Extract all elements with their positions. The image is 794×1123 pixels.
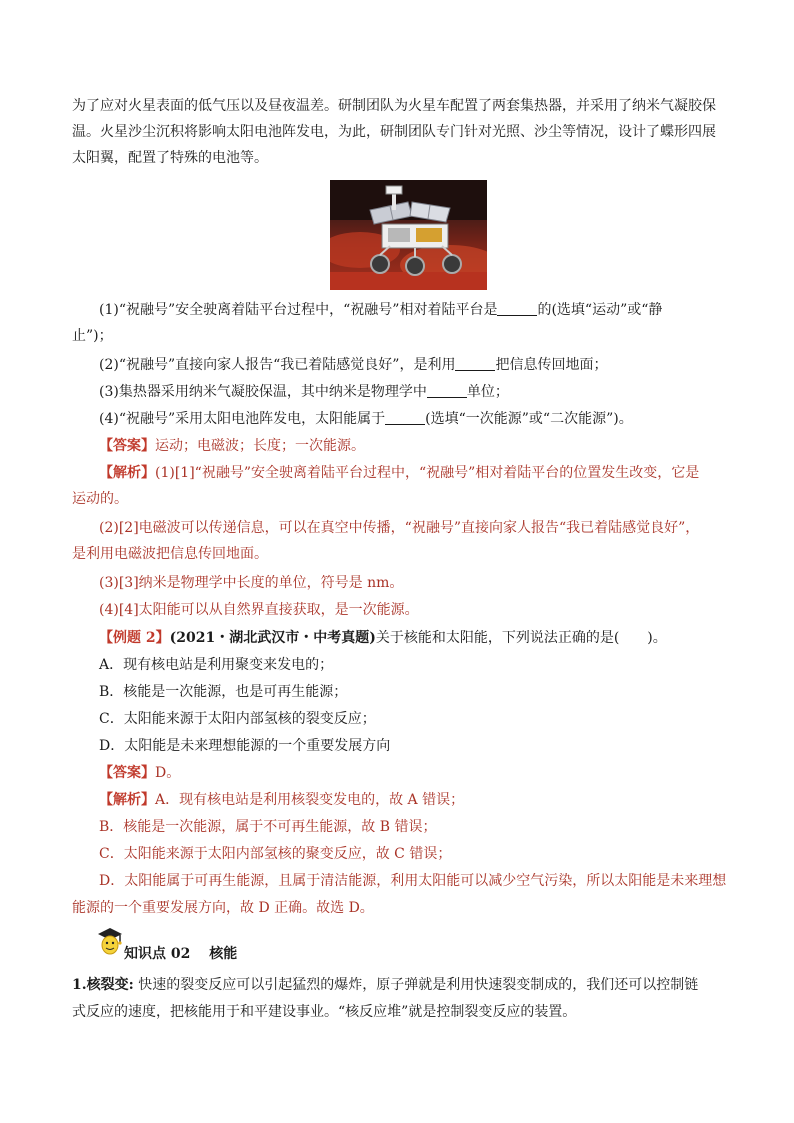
answer-blank <box>385 410 425 425</box>
question-3: (3)集热器采用纳米气凝胶保温，其中纳米是物理学中 单位； <box>99 384 509 400</box>
option-d: D．太阳能是未来理想能源的一个重要发展方向 <box>99 738 391 754</box>
analysis-2-line-1: 【解析】A．现有核电站是利用核裂变发电的，故 A 错误； <box>99 792 465 808</box>
analysis-1-line-6: (4)[4]太阳能可以从自然界直接获取，是一次能源。 <box>99 602 419 618</box>
analysis-1-line-4: 是利用电磁波把信息传回地面。 <box>72 546 268 562</box>
intro-line-1: 为了应对火星表面的低气压以及昼夜温差。研制团队为火星车配置了两套集热器，并采用了纳米气凝胶保 <box>72 98 716 114</box>
analysis-2-line-3: C．太阳能来源于太阳内部氢核的聚变反应，故 C 错误； <box>99 846 452 862</box>
knowledge-point-title: 知识点 02 核能 <box>124 946 238 962</box>
fission-line-1: 1.核裂变: 快速的裂变反应可以引起猛烈的爆炸，原子弹就是利用快速裂变制成的，我们还可以控制链 <box>72 977 699 993</box>
intro-line-2: 温。火星沙尘沉积将影响太阳电池阵发电，为此，研制团队专门针对光照、沙尘等情况，设计了蝶形四展 <box>72 124 716 140</box>
graduate-icon <box>96 926 124 956</box>
option-c: C．太阳能来源于太阳内部氢核的裂变反应； <box>99 711 376 727</box>
mars-rover-photo <box>330 180 487 290</box>
question-2: (2)“祝融号”直接向家人报告“我已着陆感觉良好”，是利用 把信息传回地面； <box>99 357 608 373</box>
intro-line-3: 太阳翼，配置了特殊的电池等。 <box>72 150 268 166</box>
option-b: B．核能是一次能源，也是可再生能源； <box>99 684 348 700</box>
analysis-2-line-4: D．太阳能属于可再生能源，且属于清洁能源，利用太阳能可以减少空气污染，所以太阳能是未来理想 <box>99 873 727 889</box>
answer-blank <box>497 301 537 316</box>
answer-blank <box>455 356 495 371</box>
answer-blank <box>427 383 467 398</box>
analysis-1-line-3: (2)[2]电磁波可以传递信息，可以在真空中传播，“祝融号”直接向家人报告“我已着陆感觉良好”， <box>99 520 700 536</box>
analysis-1-line-5: (3)[3]纳米是物理学中长度的单位，符号是 nm。 <box>99 575 404 591</box>
question-1-cont: 止”)； <box>72 328 113 344</box>
answer-2: 【答案】D。 <box>99 765 181 781</box>
analysis-1-line-2: 运动的。 <box>72 491 128 507</box>
question-4: (4)“祝融号”采用太阳电池阵发电，太阳能属于 (选填“一次能源”或“二次能源”)。 <box>99 411 633 427</box>
analysis-2-line-2: B．核能是一次能源，属于不可再生能源，故 B 错误； <box>99 819 437 835</box>
option-a: A．现有核电站是利用聚变来发电的； <box>99 657 334 673</box>
answer-1: 【答案】运动；电磁波；长度；一次能源。 <box>99 438 365 454</box>
analysis-1-line-1: 【解析】(1)[1]“祝融号”安全驶离着陆平台过程中，“祝融号”相对着陆平台的位置发生改变，它是 <box>99 465 700 481</box>
fission-line-2: 式反应的速度，把核能用于和平建设事业。“核反应堆”就是控制裂变反应的装置。 <box>72 1004 577 1020</box>
question-1: (1)“祝融号”安全驶离着陆平台过程中，“祝融号”相对着陆平台是 的(选填“运动”或“静 <box>99 302 663 318</box>
example-2-stem: 【例题 2】(2021・湖北武汉市・中考真题)关于核能和太阳能，下列说法正确的是( )。 <box>99 630 667 646</box>
analysis-2-line-5: 能源的一个重要发展方向，故 D 正确。故选 D。 <box>72 900 374 916</box>
